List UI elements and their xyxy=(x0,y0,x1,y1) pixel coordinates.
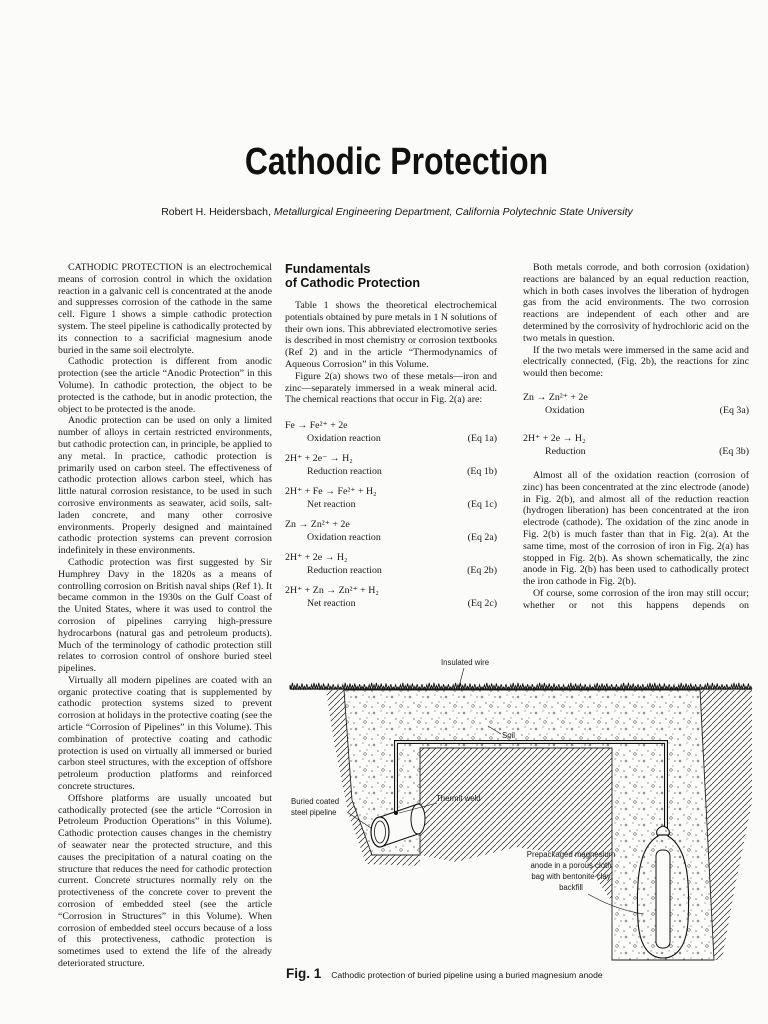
equation-formula: 2H⁺ + 2e → H₂ xyxy=(285,552,348,564)
equation-formula: Zn → Zn²⁺ + 2e xyxy=(523,391,588,403)
label-soil: Soil xyxy=(502,731,516,740)
equation xyxy=(285,585,497,610)
equation-label: Reduction reaction xyxy=(307,565,382,577)
label-thermit-weld: Thermit weld xyxy=(436,794,481,803)
pipeline-far-end xyxy=(411,804,425,834)
equation-label: Oxidation reaction xyxy=(307,433,381,445)
equation-formula: Fe → Fe²⁺ + 2e xyxy=(285,420,348,432)
label-anode-line: anode in a porous cloth xyxy=(530,861,612,870)
paragraph: Virtually all modern pipelines are coated with an organic protective coating that is supplemented by cathodic protection systems sized to prevent corrosion at holidays in the protective coating (see the article “Corrosion of Pipelines” in this Volume). This combination of protective coating and cathodic protection is used on virtually all immersed or buried carbon steel structures, with the exception of offshore petroleum production platforms and reinforced concrete structures. xyxy=(58,674,272,793)
equation-label: Net reaction xyxy=(307,499,356,511)
section-heading xyxy=(285,262,497,290)
label-anode-line: backfill xyxy=(559,883,583,892)
article-title xyxy=(0,140,768,184)
section-heading-line: Fundamentals xyxy=(285,262,371,276)
equation-label: Oxidation reaction xyxy=(307,532,381,544)
equation-number: (Eq 2a) xyxy=(467,532,497,544)
equation-number: (Eq 2b) xyxy=(467,565,497,577)
equation xyxy=(285,519,497,544)
left-column xyxy=(58,262,272,970)
equation-label: Net reaction xyxy=(307,598,356,610)
paragraph: Offshore platforms are usually uncoated but cathodically protected (see the article “Corrosion in Petroleum Production Operations” in this Volume). Cathodic protection causes changes in the chemistry of seawater near the protected structure, and this causes the precipitation of a natural coating on the structure that reduces the need for cathodic protection current. Concrete structures normally rely on the protectiveness of the concrete cover to prevent the corrosion of embedded steel (see the article “Corrosion in Structures” in this Volume). When corrosion of embedded steel occurs because of a loss of this protectiveness, cathodic protection is sometimes used to extend the life of the already deteriorated structure. xyxy=(58,792,272,970)
label-pipeline-line: Buried coated xyxy=(291,797,340,806)
label-anode-line: Prepackaged magnesium xyxy=(526,850,616,859)
equation-number: (Eq 3b) xyxy=(719,445,749,457)
label-anode-line: bag with bentonite clay xyxy=(531,872,611,881)
thermit-weld-point xyxy=(394,811,398,815)
grass xyxy=(290,683,752,689)
figure-number: Fig. 1 xyxy=(286,966,322,981)
equation-number: (Eq 1a) xyxy=(467,433,497,445)
paragraph: Cathodic protection is different from anodic protection (see the article “Anodic Protection” in this Volume). In cathodic protection, the object to be protected is the cathode, but in anodic protection, the object to be protected is the anode. xyxy=(58,356,272,415)
label-insulated-wire: Insulated wire xyxy=(440,658,490,667)
equation-formula: 2H⁺ + 2e → H₂ xyxy=(523,432,586,444)
label-pipeline-line: steel pipeline xyxy=(291,808,337,817)
equation-number: (Eq 3a) xyxy=(719,404,749,416)
equation xyxy=(523,392,749,417)
equation xyxy=(285,420,497,445)
figure-caption-text: Cathodic protection of buried pipeline using a buried magnesium anode xyxy=(331,970,603,980)
byline xyxy=(0,205,768,219)
equation-number: (Eq 1c) xyxy=(467,499,497,511)
article-title-text: Cathodic Protection xyxy=(245,141,549,183)
equation-label: Reduction xyxy=(545,445,586,457)
pipeline-near-end xyxy=(371,817,389,847)
paragraph: Cathodic protection was first suggested by Sir Humphrey Davy in the 1820s as a means of controlling corrosion on British naval ships (Ref 1). It became common in the 1930s on the Gulf Coast of the United States, where it was used to control the corrosion of pipelines carrying high-pressure hydrocarbons (natural gas and petroleum products). Much of the terminology of cathodic protection still relates to corrosion control of onshore buried steel pipelines. xyxy=(58,556,272,675)
equation xyxy=(285,453,497,478)
equation-label: Reduction reaction xyxy=(307,466,382,478)
equation-formula: 2H⁺ + 2e⁻ → H₂ xyxy=(285,453,353,465)
equation-formula: 2H⁺ + Zn → Zn²⁺ + H₂ xyxy=(285,585,379,597)
equation-number: (Eq 1b) xyxy=(467,466,497,478)
equation-list xyxy=(285,420,497,610)
equation-number: (Eq 2c) xyxy=(467,598,497,610)
equation-formula: Zn → Zn²⁺ + 2e xyxy=(285,519,350,531)
figure-1-diagram xyxy=(286,652,756,964)
equation xyxy=(285,552,497,577)
equation-label: Oxidation xyxy=(545,404,585,416)
author-name: Robert H. Heidersbach, xyxy=(161,206,271,218)
equation xyxy=(523,433,749,458)
magnesium-anode-rod xyxy=(656,850,670,948)
figure-caption xyxy=(286,966,603,981)
right-column xyxy=(523,262,749,612)
paragraph: Almost all of the oxidation reaction (corrosion of zinc) has been concentrated at the zinc electrode (anode) in Fig. 2(b), and almost all of the reduction reaction (hydrogen liberation) has been concentrated at the iron electrode (cathode). The oxidation of the zinc anode in Fig. 2(b) is much faster than that in Fig. 2(a). At the same time, most of the corrosion of iron in Fig. 2(a) has stopped in Fig. 2(b). As shown schematically, the zinc anode in Fig. 2(b) has been used to cathodically protect the iron cathode in Fig. 2(b). xyxy=(523,469,749,588)
author-affiliation: Metallurgical Engineering Department, California Polytechnic State University xyxy=(273,206,633,218)
section-heading-line: of Cathodic Protection xyxy=(285,276,421,290)
paragraph: Both metals corrode, and both corrosion (oxidation) reactions are balanced by an equal reduction reaction, which in both cases involves the liberation of hydrogen gas from the acid environments. The two corrosion reactions are independent of each other and are determined by the corrosivity of hydrochloric acid on the two metals in question. xyxy=(523,262,749,344)
middle-column xyxy=(285,262,497,610)
equation-formula: 2H⁺ + Fe → Fe²⁺ + H₂ xyxy=(285,486,377,498)
paragraph: If the two metals were immersed in the same acid and electrically connected, (Fig. 2b), the reactions for zinc would then become: xyxy=(523,344,749,380)
equation-list xyxy=(523,392,749,458)
paragraph: CATHODIC PROTECTION is an electrochemical means of corrosion control in which the oxidation reaction in a galvanic cell is concentrated at the anode and suppresses corrosion of the cathode in the same cell. Figure 1 shows a simple cathodic protection system. The steel pipeline is cathodically protected by its connection to a sacrificial magnesium anode buried in the same soil electrolyte. xyxy=(58,262,272,356)
paragraph: Figure 2(a) shows two of these metals—iron and zinc—separately immersed in a weak mineral acid. The chemical reactions that occur in Fig. 2(a) are: xyxy=(285,370,497,406)
equation xyxy=(285,486,497,511)
paragraph: Of course, some corrosion of the iron may still occur; whether or not this happens depends on xyxy=(523,587,749,611)
paragraph: Table 1 shows the theoretical electrochemical potentials obtained by pure metals in 1 N solutions of their own ions. This abbreviated electromotive series is described in most chemistry or corrosion textbooks (Ref 2) and in the article “Thermodynamics of Aqueous Corrosion” in this Volume. xyxy=(285,300,497,370)
paragraph: Anodic protection can be used on only a limited number of alloys in certain restricted environments, but cathodic protection can, in principle, be applied to any metal. In practice, cathodic protection is primarily used on carbon steel. The effectiveness of cathodic protection allows carbon steel, which has little natural corrosion resistance, to be used in such corrosive environments as seawater, acid soils, salt-laden concrete, and many other corrosive environments. Properly designed and maintained cathodic protection systems can prevent corrosion indefinitely in these environments. xyxy=(58,415,272,557)
